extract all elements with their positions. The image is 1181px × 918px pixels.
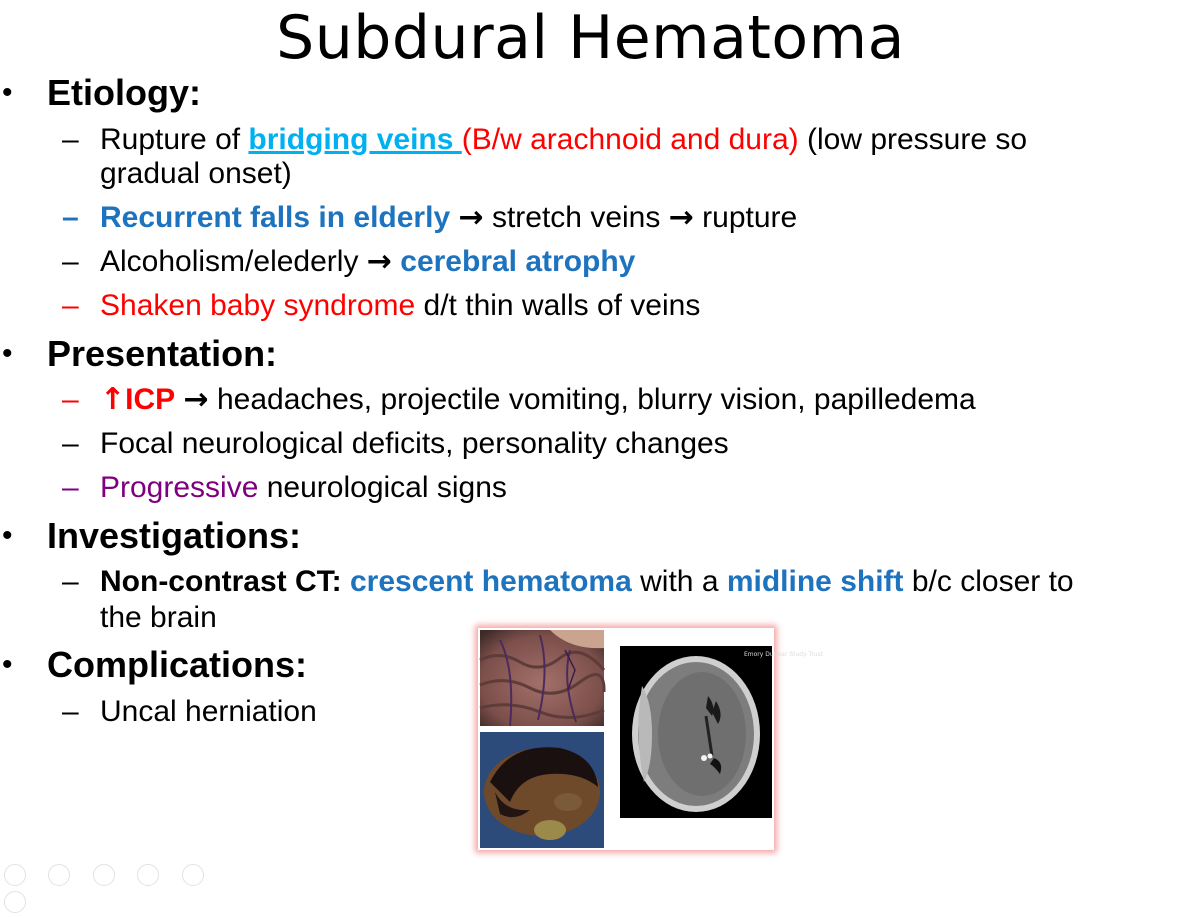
dash: – <box>62 383 79 416</box>
presentation-item-2-text: Focal neurological deficits, personality changes <box>100 427 729 460</box>
icp-text: ICP <box>125 383 176 416</box>
presentation-heading: Presentation: <box>47 333 278 374</box>
cerebral-atrophy-text: cerebral atrophy <box>400 245 636 278</box>
up-arrow-icon: ↑ <box>100 382 126 417</box>
shaken-baby-text: Shaken baby syndrome <box>100 289 416 322</box>
progressive-text: Progressive <box>100 471 259 504</box>
ct-scan-image <box>620 646 824 818</box>
dash: – <box>62 427 79 460</box>
brain-surface-photo <box>480 630 604 726</box>
more-icon[interactable] <box>4 891 26 913</box>
right-arrow-icon: → <box>183 382 209 417</box>
prev-slide-icon[interactable] <box>4 864 26 886</box>
etiology-item-3-lead: Alcoholism/elederly <box>100 245 367 278</box>
zoom-icon[interactable] <box>182 864 204 886</box>
etiology-heading: Etiology: <box>47 72 201 113</box>
etiology-item-4-end: d/t thin walls of veins <box>415 289 701 322</box>
ct-caption: Emory Dunbar Study Trust <box>744 651 824 658</box>
complications-heading: Complications: <box>47 644 308 685</box>
grid-icon[interactable] <box>137 864 159 886</box>
investigations-item-1-mid: with a <box>631 565 727 598</box>
etiology-item-1-suffix: (low pressure so <box>798 123 1028 156</box>
ct-scan-svg <box>620 646 824 818</box>
non-contrast-ct-text: Non-contrast CT: <box>100 565 350 598</box>
etiology-item-2-lead: Recurrent falls in elderly <box>100 201 451 234</box>
slide-controls[interactable] <box>0 864 230 876</box>
etiology-item-2-mid: stretch veins <box>483 201 669 234</box>
right-arrow-icon: → <box>668 200 694 235</box>
dash: – <box>62 471 79 504</box>
etiology-item-1-prefix: Rupture of <box>100 123 249 156</box>
next-slide-icon[interactable] <box>48 864 70 886</box>
bullet: • <box>2 337 13 370</box>
dash: – <box>62 565 79 598</box>
investigations-item-1-line2-text: the brain <box>100 601 217 634</box>
right-arrow-icon: → <box>458 200 484 235</box>
dash: – <box>62 245 79 278</box>
right-arrow-icon: → <box>366 244 392 279</box>
dash: – <box>62 201 79 234</box>
hematoma-specimen-photo <box>480 732 604 848</box>
investigations-item-1-end: b/c closer to <box>903 565 1074 598</box>
brain-surface-image <box>480 630 604 726</box>
image-collage <box>478 628 824 850</box>
dash: – <box>62 123 79 156</box>
bullet: • <box>2 648 13 681</box>
etiology-item-2-end: rupture <box>693 201 798 234</box>
presentation-item-1-end: headaches, projectile vomiting, blurry vision, papilledema <box>208 383 976 416</box>
dash: – <box>62 695 79 728</box>
presentation-item-3-end: neurological signs <box>258 471 507 504</box>
bullet: • <box>2 519 13 552</box>
midline-shift-text: midline shift <box>726 565 904 598</box>
dash: – <box>62 289 79 322</box>
pen-icon[interactable] <box>93 864 115 886</box>
investigations-heading: Investigations: <box>47 515 302 556</box>
complications-item-1-text: Uncal herniation <box>100 695 317 728</box>
etiology-item-1-line2-text: gradual onset) <box>100 157 292 190</box>
bridging-veins-link[interactable]: bridging veins <box>248 123 462 156</box>
crescent-hematoma-text: crescent hematoma <box>350 565 632 598</box>
slide-title: Subdural Hematoma <box>276 3 905 73</box>
etiology-item-1-location: (B/w arachnoid and dura) <box>461 123 799 156</box>
bullet: • <box>2 76 13 109</box>
hematoma-specimen-image <box>480 732 604 848</box>
